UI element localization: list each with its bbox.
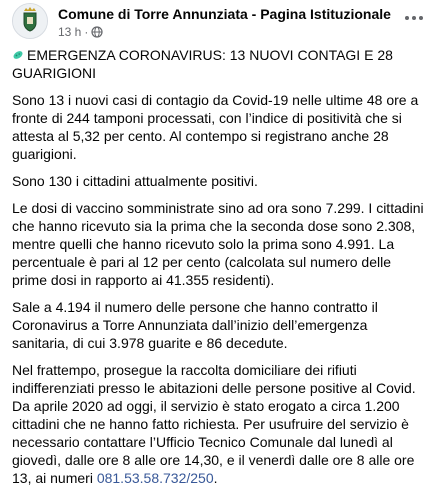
more-options-button[interactable] [402, 8, 426, 28]
post-headline-paragraph [12, 46, 428, 82]
post-headline: EMERGENZA CORONAVIRUS: 13 NUOVI CONTAGI E 28 GUARIGIONI [12, 47, 393, 81]
microbe-emoji-icon [12, 49, 24, 61]
post-paragraph: Sono 130 i cittadini attualmente positivi. [12, 173, 258, 189]
phone-number-link[interactable]: 081.53.58.732/250 [96, 470, 214, 486]
more-options-icon [405, 16, 409, 20]
town-crest-icon [13, 4, 47, 38]
more-options-dot [412, 16, 416, 20]
post-paragraph: Sono 13 i nuovi casi di contagio da Covid-19 nelle ultime 48 ore a fronte di 244 tamponi processati, con l’indice di positività che si attesta al 5,32 per cento. Al contempo si registrano anche 28 guarigioni. [12, 92, 419, 162]
post-meta [58, 25, 103, 39]
page-avatar[interactable] [12, 3, 48, 39]
post-body [12, 46, 428, 487]
post-paragraph: Le dosi di vaccino somministrate sino ad ora sono 7.299. I cittadini che hanno ricevuto sia la prima che la seconda dose sono 2.308, mentre quelli che hanno ricevuto solo la prima sono 4.991. La percentuale è pari al 12 per cento (calcolata sul numero delle prime dosi in rapporto ai 41.355 residenti). [12, 200, 424, 288]
post-paragraph-last [12, 361, 428, 487]
post-paragraph-text: Nel frattempo, prosegue la raccolta domiciliare dei rifiuti indifferenziati presso le abitazioni delle persone positive al Covid. Da aprile 2020 ad oggi, il servizio è stato erogato a circa 1.200 cittadini che ne hanno fatto richiesta. Per usufruire del servizio è necessario contattare l’Ufficio Tecnico Comunale dal lunedì al giovedì, dalle ore 8 alle ore 14,30, e il venerdì dalle ore 8 alle ore 13, ai numeri [12, 362, 416, 486]
globe-icon [91, 26, 103, 38]
meta-separator: · [84, 25, 89, 39]
post-paragraph-end: . [213, 470, 218, 486]
post-paragraph: Sale a 4.194 il numero delle persone che hanno contratto il Coronavirus a Torre Annunziata dall’inizio dell’emergenza sanitaria, di cui 3.978 guarite e 86 decedute. [12, 299, 378, 351]
more-options-dot [419, 16, 423, 20]
post-timestamp[interactable]: 13 h [58, 25, 82, 39]
page-name-link[interactable]: Comune di Torre Annunziata - Pagina Istituzionale [58, 6, 391, 22]
post-header [12, 0, 428, 46]
